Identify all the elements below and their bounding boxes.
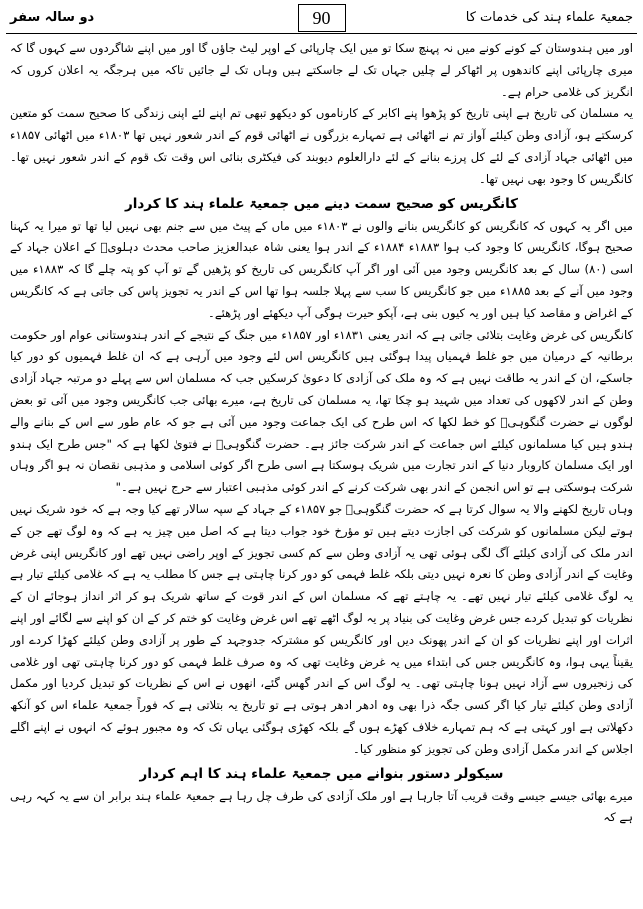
paragraph: کانگریس کی غرض وغایت بتلائی جاتی ہے کہ اندر یعنی ۱۸۳۱ء اور ۱۸۵۷ء میں جنگ کے نتیجے کے اندر ہندوستانی عوام اور حکومت برطانیہ کے درمیان میں جو غلط فہمیاں پیدا ہوگئی ہیں کانگریس اس لئے وجود میں آرہی ہے کہ ان غلط فہمیوں کو دور کیا جاسکے، ان کے اندر یہ طاقت نہیں ہے کہ وہ ملک کی آزادی کا دعویٰ کرسکیں جب کہ مسلمان اس سے پہلے دو مرتبہ جہاد آزادی وطن کے اندر لاکھوں کی تعداد میں شہید ہو چکا تھا، یہ مسلمان کی تاریخ ہے، میرے بھائی جب کانگریس وجود میں آئی تو بعض لوگوں نے حضرت گنگوہیؒ کو خط لکھا کہ اس طرح کی ایک جماعت وجود میں آئی ہے جو کہ عام طور سے اس کے بنانے والے ہندو ہیں کیا مسلمانوں کیلئے اس جماعت کے اندر شرکت جائز ہے۔ حضرت گنگوہیؒ نے فتویٰ لکھا ہے کہ "جس طرح ایک ہندو اور ایک مسلمان کاروبار دنیا کے اندر تجارت میں شریک ہوسکتا ہے اسی طرح اگر کوئی اسلامی و مذہبی نقصان نہ ہو اگر وہاں شرکت ہوسکتی ہے تو اس انجمن کے اندر بھی شرکت کرنے کے اندر کوئی مذہبی اعتبار سے حرج نہیں ہے۔" (10, 327, 633, 495)
paragraph: اور میں ہندوستان کے کونے کونے میں نہ پہنچ سکا تو میں ایک چارپائی کے اوپر لیٹ جاؤں گا اور میں اپنے شاگردوں سے کہوں گا کہ میری چارپائی اپنے کاندھوں پر اٹھاکر لے چلیں جہاں تک لے جاسکتے ہیں وہاں تک لے جائیں تاکہ میں ہرجگہ یہ اعلان کروں کہ انگریز کی غلامی حرام ہے۔ (10, 41, 633, 99)
header-section-title: دو سالہ سفر (10, 10, 95, 25)
section-heading: سیکولر دستور بنوانے میں جمعیۃ علماء ہند کا اہم کردار (139, 765, 504, 782)
paragraph: میرے بھائی جیسے جیسے وقت قریب آتا جارہا ہے اور ملک آزادی کی طرف چل رہا ہے جمعیۃ علماء ہند برابر ان سے یہ کہہ رہی ہے کہ (10, 788, 633, 825)
page-header (6, 4, 637, 34)
paragraph: میں اگر یہ کہوں کہ کانگریس کو کانگریس بنانے والوں نے ۱۸۰۳ء میں ماں کے پیٹ میں سے جنم بھی نہیں لیا تھا تو میرا یہ کہنا صحیح ہوگا، کانگریس کا وجود کب ہوا ۱۸۸۳ء ۱۸۸۴ء کے اندر ہوا یعنی شاہ عبدالعزیز صاحب محدث دہلویؒ کے اعلان جہاد کے اسی (۸۰) سال کے بعد کانگریس وجود میں آئی اور اگر آپ کانگریس کی تاریخ کو پڑھیں گے تو آپ کو پتہ چلے گا کہ ۱۸۸۳ء میں وجود میں آنے کے بعد ۱۸۸۵ء میں جو کانگریس کا سب سے پہلا جلسہ ہوا تھا اس کے اندر یہ تجویز پاس کی جاتی ہے کہ کانگریس کے اغراض و مقاصد کیا ہیں اور یہ کیوں بنی ہے، آپکو حیرت ہوگی آپ دیکھئے اور پڑھئے۔ (10, 218, 633, 320)
paragraph: وہاں تاریخ لکھنے والا یہ سوال کرتا ہے کہ حضرت گنگوہیؒ جو ۱۸۵۷ء کے جہاد کے سپہ سالار تھے کیا وجہ ہے کہ خود شریک نہیں ہوتے لیکن مسلمانوں کو شرکت کی اجازت دیتے ہیں تو مؤرخ خود جواب دیتا ہے کہ اصل میں چیز یہ ہے کہ وہ لوگ تھے جن کے اندر ملک کی آزادی کیلئے آگ لگی ہوئی تھی یہ آزادی وطن سے کم کسی تجویز کے اوپر راضی نہیں تھے اور کانگریس اپنی غرض وغایت کے اندر آزادی وطن کا نعرہ نہیں دیتی بلکہ غلط فہمی کو دور کرنا چاہتی ہے جس کا مطلب یہ ہے کہ غلامی کیلئے تیار ہے یہ لوگ غلامی کیلئے تیار نہیں تھے۔ یہ چاہتے تھے کہ مسلمان اس کے اندر قوت کے ساتھ شریک ہو کر اثر انداز ہوجائے ان کے نظریات کو تبدیل کردے جس غرض وغایت کی بنیاد پر یہ لوگ اٹھے تھے اس غرض وغایت کو ختم کر کے ان کو اپنے سے لگائے اور اپنے اثرات اور اپنے نظریات کو ان کے اندر پھونک دیں اور کانگریس کو مشترکہ جدوجہد کے طور پر آزادی وطن کیلئے کھڑا کردے اور یقیناً یہی ہوا، وہ کانگریس جس کی ابتداء میں یہ غرض وغایت تھی کہ وہ صرف غلط فہمی کو دور کرنا چاہتی تھی اور غلامی کی زنجیروں سے آزاد نہیں ہونا چاہتی تھی۔ یہ لوگ اس کے اندر گھس گئے، انھوں نے اس کے نظریات کو تبدیل کردیا اور مکمل آزادی وطن کیلئے تیار کیا اگر کسی جگہ ذرا بھی وہ ادھر ادھر ہوتی ہے تو تاریخ یہ بتلاتی ہے کہ فوراً جمعیۃ علماء اس کو آنکھ دکھلاتی ہے اور کہتی ہے کہ ہم تمہارے خلاف کھڑے ہوں گے بلکہ کھڑی ہوگئی یہاں تک کہ وہ مجبور ہوئے کہ انہوں نے اپنے اگلے اجلاس کے اندر مکمل آزادی وطن کی تجویز کو منظور کیا۔ (10, 501, 633, 756)
page-number: 90 (298, 4, 346, 32)
header-book-title: جمعیۃ علماء ہند کی خدمات کا (465, 10, 633, 25)
section-heading: کانگریس کو صحیح سمت دینے میں جمعیۃ علماء ہند کا کردار (124, 195, 519, 212)
header-divider (6, 33, 637, 34)
page-body (10, 38, 633, 905)
paragraph: یہ مسلمان کی تاریخ ہے اپنی تاریخ کو پڑھوا پنے اکابر کے کارناموں کو دیکھو تبھی تم اپنے لئے اپنی زندگی کا صحیح سمت کو متعین کرسکتے ہو، آزادی وطن کیلئے آواز تم نے اٹھائی ہے تمہارے بزرگوں نے اٹھائی قوم کے اندر شعور نہیں تھا ۱۸۰۳ء میں اٹھائی ۱۸۵۷ء میں اٹھائی جہاد آزادی کے لئے کل پرزے بنانے کے لئے دارالعلوم دیوبند کی فیکٹری بنائی اس وقت تک قوم کے اندر شعور نہیں تھا۔ کانگریس کا وجود بھی نہیں تھا۔ (10, 106, 633, 186)
